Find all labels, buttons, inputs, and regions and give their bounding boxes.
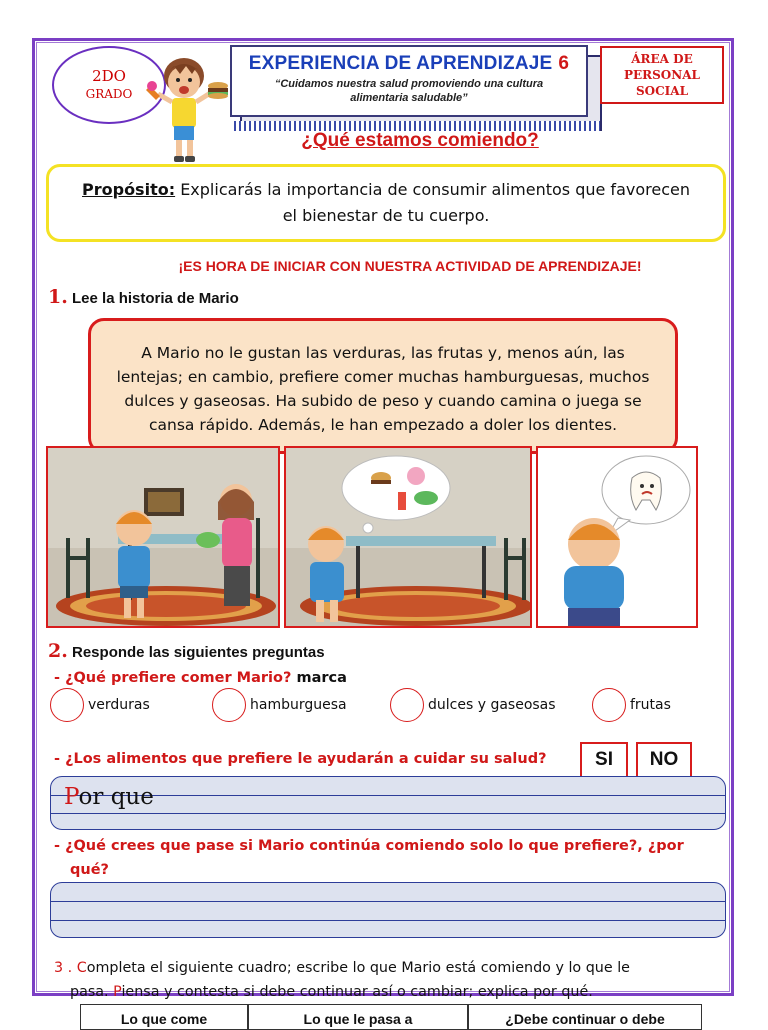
purpose-text-1: Explicarás la importancia de consumir alimentos que favorecen [175,180,690,199]
section-2-heading [48,640,325,662]
story-line-4: cansa rápido. Además, le han empezado a doler los dientes. [148,416,618,434]
grade-number: 2DO [92,67,126,85]
boy-thinking-junk-food-image [286,448,532,628]
section-1-number: 1. [48,286,68,308]
grade-label: GRADO [85,87,133,101]
area-line-2: PERSONAL [624,68,700,82]
experience-tagline-2: alimentaria saludable” [350,92,468,104]
section-3-initial: C [72,960,87,976]
question-2: - ¿Los alimentos que prefiere le ayudarán a cuidar su salud? [54,751,547,767]
question-1-text: - ¿Qué prefiere comer Mario? [54,670,292,686]
option-dulces-gaseosas-label: dulces y gaseosas [428,697,556,713]
option-hamburguesa-circle[interactable] [212,688,246,722]
answer-prompt-text: or que [78,784,154,810]
question-1 [54,670,347,686]
story-line-3: dulces y gaseosas. Ha subido de peso y cuando camina o juega se [124,392,642,410]
mario-story-box [88,318,678,454]
section-1-heading [48,286,239,308]
area-line-1: ÁREA DE [631,52,693,66]
purpose-text-2: el bienestar de tu cuerpo. [282,206,490,225]
answer-prompt [64,784,154,810]
option-verduras[interactable] [50,688,150,722]
purpose-box [46,164,726,242]
option-frutas-label: frutas [630,697,671,713]
experience-title-box [230,45,600,133]
table-header-what-he-eats: Lo que come [80,1004,248,1030]
boy-refusing-vegetables-image [48,448,280,628]
lesson-title: ¿Qué estamos comiendo? [301,130,539,151]
section-1-title: Lee la historia de Mario [67,290,239,307]
purpose-label: Propósito: [82,180,176,199]
answer-field-question-3[interactable] [50,882,726,938]
story-panel-2 [284,446,532,628]
option-dulces-gaseosas-circle[interactable] [390,688,424,722]
boy-toothache-image [538,448,698,628]
section-3-number: 3 . [54,960,73,976]
activity-banner: ¡ES HORA DE INICIAR CON NUESTRA ACTIVIDAD DE APRENDIZAJE! [178,258,642,274]
option-hamburguesa[interactable] [212,688,347,722]
question-3-line-1: - ¿Qué crees que pase si Mario continúa comiendo solo lo que prefiere?, ¿por [54,838,684,854]
option-frutas[interactable] [592,688,671,722]
section-3-line-2: iensa y contesta si debe continuar así o cambiar; explica por qué. [121,984,593,1000]
section-3-line-1: ompleta el siguiente cuadro; escribe lo que Mario está comiendo y lo que le [86,960,630,976]
table-header-what-happens: Lo que le pasa a [248,1004,468,1030]
option-verduras-circle[interactable] [50,688,84,722]
experience-tagline-1: “Cuidamos nuestra salud promoviendo una cultura [274,78,544,90]
section-3-line-2-initial: P [113,984,122,1000]
option-verduras-label: verduras [88,697,150,713]
story-panel-1 [46,446,280,628]
option-hamburguesa-label: hamburguesa [250,697,347,713]
option-dulces-gaseosas[interactable] [390,688,556,722]
question-3-line-2: qué? [70,862,109,878]
question-3 [54,834,726,882]
story-line-1: A Mario no le gustan las verduras, las frutas y, menos aún, las [141,344,625,362]
table-header-continue-or-change: ¿Debe continuar o debe [468,1004,702,1030]
experience-title: EXPERIENCIA DE APRENDIZAJE [248,53,553,74]
option-frutas-circle[interactable] [592,688,626,722]
question-1-instruction: marca [291,670,347,686]
section-2-title: Responde las siguientes preguntas [67,644,325,661]
no-box[interactable]: NO [636,742,692,778]
yes-box[interactable]: SI [580,742,628,778]
area-line-3: SOCIAL [635,84,689,98]
section-3-line-2a: pasa. [70,984,114,1000]
experience-number: 6 [558,53,570,74]
subject-area-box [600,46,724,104]
story-panel-3 [536,446,698,628]
story-line-2: lentejas; en cambio, prefiere comer muchas hamburguesas, muchos [116,368,650,386]
section-2-number: 2. [48,640,68,662]
section-3-instructions [54,956,734,1004]
answer-prompt-initial: P [64,784,79,810]
